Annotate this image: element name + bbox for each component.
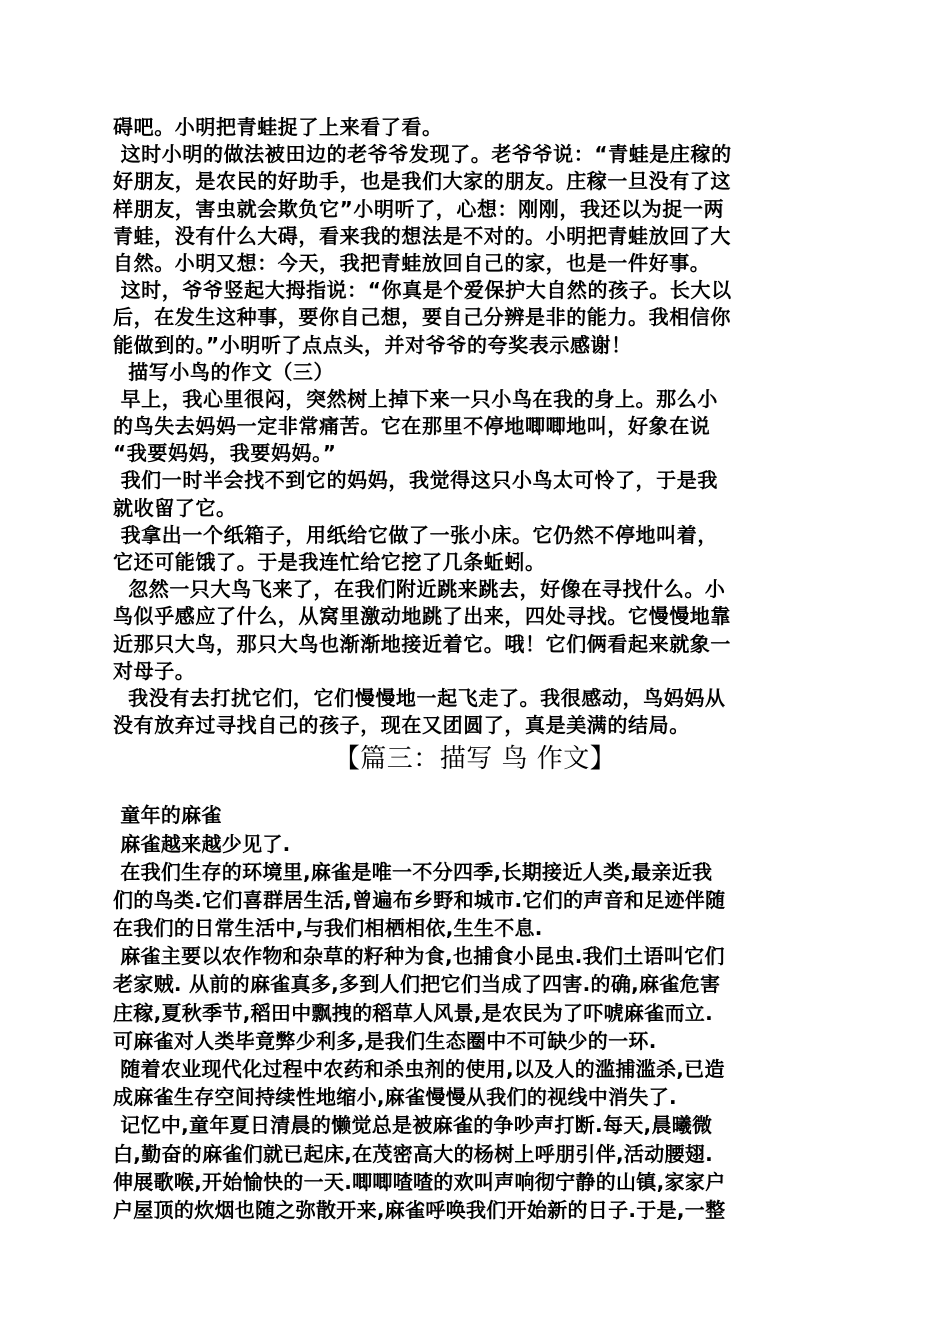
text-line: 记忆中,童年夏日清晨的懒觉总是被麻雀的争吵声打断.每天,晨曦微: [113, 1113, 713, 1138]
text-line: 白,勤奋的麻雀们就已起床,在茂密高大的杨树上呼朋引伴,活动腰翅.: [113, 1141, 713, 1166]
text-line: 这时，爷爷竖起大拇指说：“你真是个爱保护大自然的孩子。长大以: [113, 278, 732, 303]
text-line: 后，在发生这种事，要你自己想，要自己分辨是非的能力。我相信你: [113, 305, 731, 330]
text-line: 随着农业现代化过程中农药和杀虫剂的使用,以及人的滥捕滥杀,已造: [113, 1057, 725, 1081]
text-line: 自然。小明又想：今天，我把青蛙放回自己的家，也是一件好事。: [113, 250, 711, 275]
text-line: 我没有去打扰它们，它们慢慢地一起飞走了。我很感动，鸟妈妈从: [113, 685, 726, 710]
text-line: 青蛙，没有什么大碍，看来我的想法是不对的。小明把青蛙放回了大: [113, 223, 731, 248]
text-line: 忽然一只大鸟飞来了，在我们附近跳来跳去，好像在寻找什么。小: [113, 577, 726, 602]
essay-section-bird-rescue: [113, 114, 837, 739]
document-page: [113, 114, 837, 1224]
text-line: 好朋友，是农民的好助手，也是我们大家的朋友。庄稼一旦没有了这: [113, 169, 731, 194]
text-line: 近那只大鸟，那只大鸟也渐渐地接近着它。哦！它们俩看起来就象一: [113, 631, 731, 656]
essay-subtitle: 描写小鸟的作文（三）: [113, 359, 335, 384]
text-line: 老家贼. 从前的麻雀真多,多到人们把它们当成了四害.的确,麻雀危害: [113, 972, 721, 997]
text-line: 麻雀主要以农作物和杂草的籽种为食,也捕食小昆虫.我们土语叫它们: [113, 944, 725, 969]
text-line: 我们一时半会找不到它的妈妈，我觉得这只小鸟太可怜了，于是我: [113, 468, 718, 493]
text-line: 能做到的。”小明听了点点头，并对爷爷的夸奖表示感谢！: [113, 332, 632, 357]
text-line: 们的鸟类.它们喜群居生活,曾遍布乡野和城市.它们的声音和足迹伴随: [113, 887, 726, 912]
text-line: 成麻雀生存空间持续性地缩小,麻雀慢慢从我们的视线中消失了.: [113, 1085, 677, 1110]
spacer: [113, 779, 837, 801]
text-line: 没有放弃过寻找自己的孩子，现在又团圆了，真是美满的结局。: [113, 713, 690, 738]
text-line: 样朋友，害虫就会欺负它”小明听了，心想：刚刚，我还以为捉一两: [113, 196, 725, 221]
text-line: 对母子。: [113, 658, 196, 683]
text-line: 早上，我心里很闷，突然树上掉下来一只小鸟在我的身上。那么小: [113, 386, 718, 411]
essay-title: 童年的麻雀: [113, 803, 222, 828]
essay-section-childhood-sparrow: [113, 801, 837, 1224]
text-line: 伸展歌喉,开始愉快的一天.唧唧喳喳的欢叫声响彻宁静的山镇,家家户: [113, 1169, 726, 1194]
section-heading: 【篇三：描写 鸟 作文】: [333, 744, 617, 775]
text-line: 户屋顶的炊烟也随之弥散开来,麻雀呼唤我们开始新的日子.于是,一整: [113, 1197, 726, 1222]
text-line: 可麻雀对人类毕竟弊少利多,是我们生态圈中不可缺少的一环.: [113, 1028, 657, 1053]
text-line: “我要妈妈，我要妈妈。”: [113, 441, 337, 466]
text-line: 庄稼,夏秋季节,稻田中飘拽的稻草人风景,是农民为了吓唬麻雀而立.: [113, 1000, 713, 1025]
text-line: 它还可能饿了。于是我连忙给它挖了几条蚯蚓。: [113, 550, 546, 574]
text-line: 这时小明的做法被田边的老爷爷发现了。老爷爷说：“青蛙是庄稼的: [113, 142, 732, 167]
text-line: 鸟似乎感应了什么，从窝里激动地跳了出来，四处寻找。它慢慢地靠: [113, 604, 731, 629]
text-line: 在我们生存的环境里,麻雀是唯一不分四季,长期接近人类,最亲近我: [113, 859, 713, 884]
text-line: 的鸟失去妈妈一定非常痛苦。它在那里不停地唧唧地叫，好象在说: [113, 414, 711, 439]
text-line: 碍吧。小明把青蛙捉了上来看了看。: [113, 115, 443, 139]
text-line: 麻雀越来越少见了.: [113, 831, 291, 856]
text-line: 我拿出一个纸箱子，用纸给它做了一张小床。它仍然不停地叫着，: [113, 522, 718, 547]
text-line: 在我们的日常生活中,与我们相栖相依,生生不息.: [113, 916, 543, 941]
text-line: 就收留了它。: [113, 495, 237, 520]
